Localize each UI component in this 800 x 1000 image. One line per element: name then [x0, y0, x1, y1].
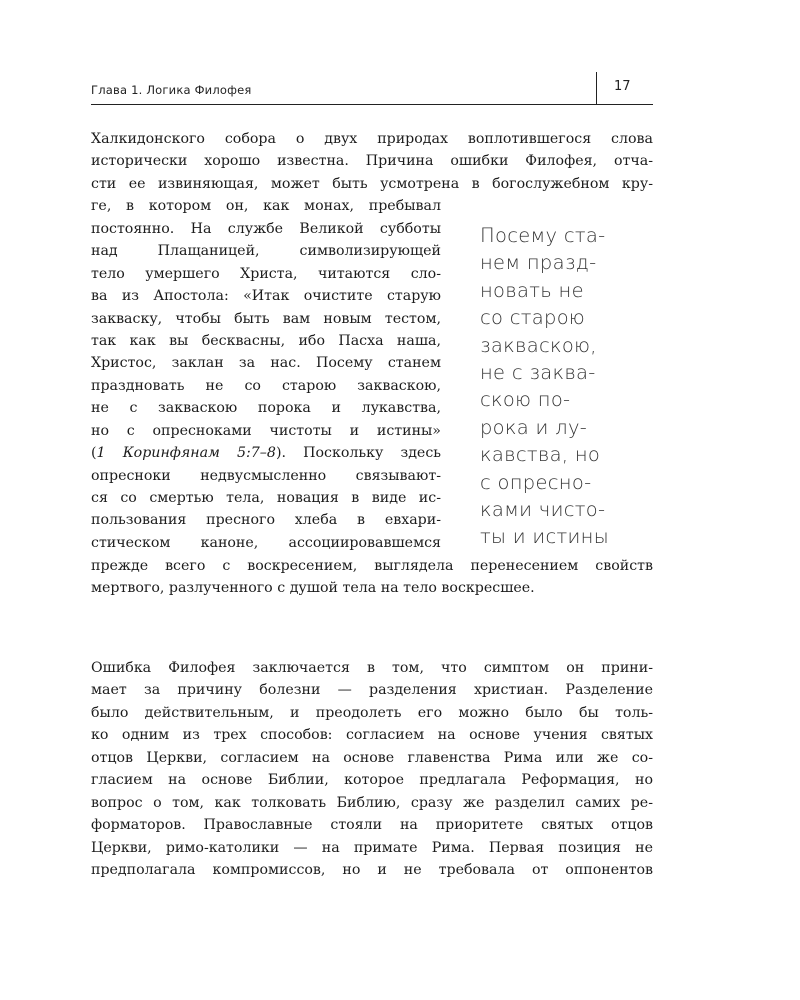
pull-quote-line: закваскою,	[480, 333, 597, 357]
text-line: тело умершего Христа, читаются сло-	[91, 265, 441, 282]
text-line: но с опресноками чистоты и истины»	[91, 422, 441, 439]
pull-quote-line: рока и лу-	[480, 415, 588, 439]
text-line: исторически хорошо известна. Причина ошибки Филофея, отча-	[91, 153, 653, 170]
text-line: отцов Церкви, согласием на основе главенства Рима или же со-	[91, 749, 653, 766]
citation-line	[91, 442, 441, 464]
text-line: Христос, заклан за нас. Посему станем	[91, 355, 441, 372]
header-divider	[596, 72, 597, 105]
pull-quote-line: кавства, но	[480, 443, 601, 467]
text-line: праздновать не со старою закваскою,	[91, 377, 441, 394]
text-line: форматоров. Православные стояли на приоритете святых отцов	[91, 817, 653, 834]
text-line: предполагала компромиссов, но и не требовала от оппонентов	[91, 861, 653, 878]
running-head: Глава 1. Логика Филофея	[91, 83, 252, 97]
pull-quote-line: ты и истины	[480, 525, 609, 549]
text-line: было действительным, и преодолеть его можно было бы толь-	[91, 704, 653, 721]
text-line: вопрос о том, как толковать Библию, сразу же разделил самих ре-	[91, 794, 653, 811]
pull-quote-line: не с заква-	[480, 361, 596, 385]
citation-open: (	[91, 445, 97, 462]
bible-reference: 1 Коринфянам 5:7–8	[96, 445, 276, 462]
pull-quote	[480, 222, 609, 551]
pull-quote-line: скою по-	[480, 388, 571, 412]
pull-quote-line: новать не	[480, 278, 584, 302]
paragraph-2	[91, 657, 653, 881]
header-rule	[91, 104, 653, 105]
text-line: опресноки недвусмысленно связывают-	[91, 467, 441, 484]
text-line: сти ее извиняющая, может быть усмотрена в богослужебном кру-	[91, 175, 653, 192]
text-line: над Плащаницей, символизирующей	[91, 243, 441, 260]
text-line: ко одним из трех способов: согласием на основе учения святых	[91, 727, 653, 744]
text-line: ва из Апостола: «Итак очистите старую	[91, 288, 441, 305]
paragraph-1-bottom	[91, 555, 653, 600]
pull-quote-line: со старою	[480, 306, 586, 330]
citation-rest: ). Поскольку здесь	[275, 445, 441, 462]
page-number: 17	[614, 79, 631, 94]
text-line: так как вы бесквасны, ибо Пасха наша,	[91, 332, 441, 349]
pull-quote-line: Посему ста-	[480, 224, 606, 247]
text-line: Церкви, римо-католики — на примате Рима. Первая позиция не	[91, 839, 653, 856]
text-line: не с закваскою порока и лукавства,	[91, 400, 441, 417]
text-line: прежде всего с воскресением, выглядела перенесением свойств	[91, 557, 653, 574]
pull-quote-line: нем празд-	[480, 251, 597, 275]
text-line: постоянно. На службе Великой субботы	[91, 220, 441, 237]
text-line: пользования пресного хлеба в евхари-	[91, 512, 441, 529]
text-line: ге, в котором он, как монах, пребывал	[91, 198, 441, 215]
text-line: Ошибка Филофея заключается в том, что симптом он прини-	[91, 660, 653, 676]
text-line: гласием на основе Библии, которое предлагала Реформация, но	[91, 772, 653, 789]
paragraph-1-top	[91, 128, 653, 195]
pull-quote-line: ками чисто-	[480, 498, 606, 522]
text-line: стическом каноне, ассоциировавшемся	[91, 534, 441, 551]
pull-quote-line: с опресно-	[480, 470, 592, 494]
text-line: Халкидонского собора о двух природах воплотившегося слова	[91, 131, 653, 147]
text-line: мертвого, разлученного с душой тела на тело воскресшее.	[91, 579, 535, 596]
paragraph-1-narrow	[91, 195, 441, 554]
text-line: мает за причину болезни — разделения христиан. Разделение	[91, 682, 653, 699]
text-line: ся со смертью тела, новация в виде ис-	[91, 490, 441, 507]
text-line: закваску, чтобы быть вам новым тестом,	[91, 310, 441, 327]
